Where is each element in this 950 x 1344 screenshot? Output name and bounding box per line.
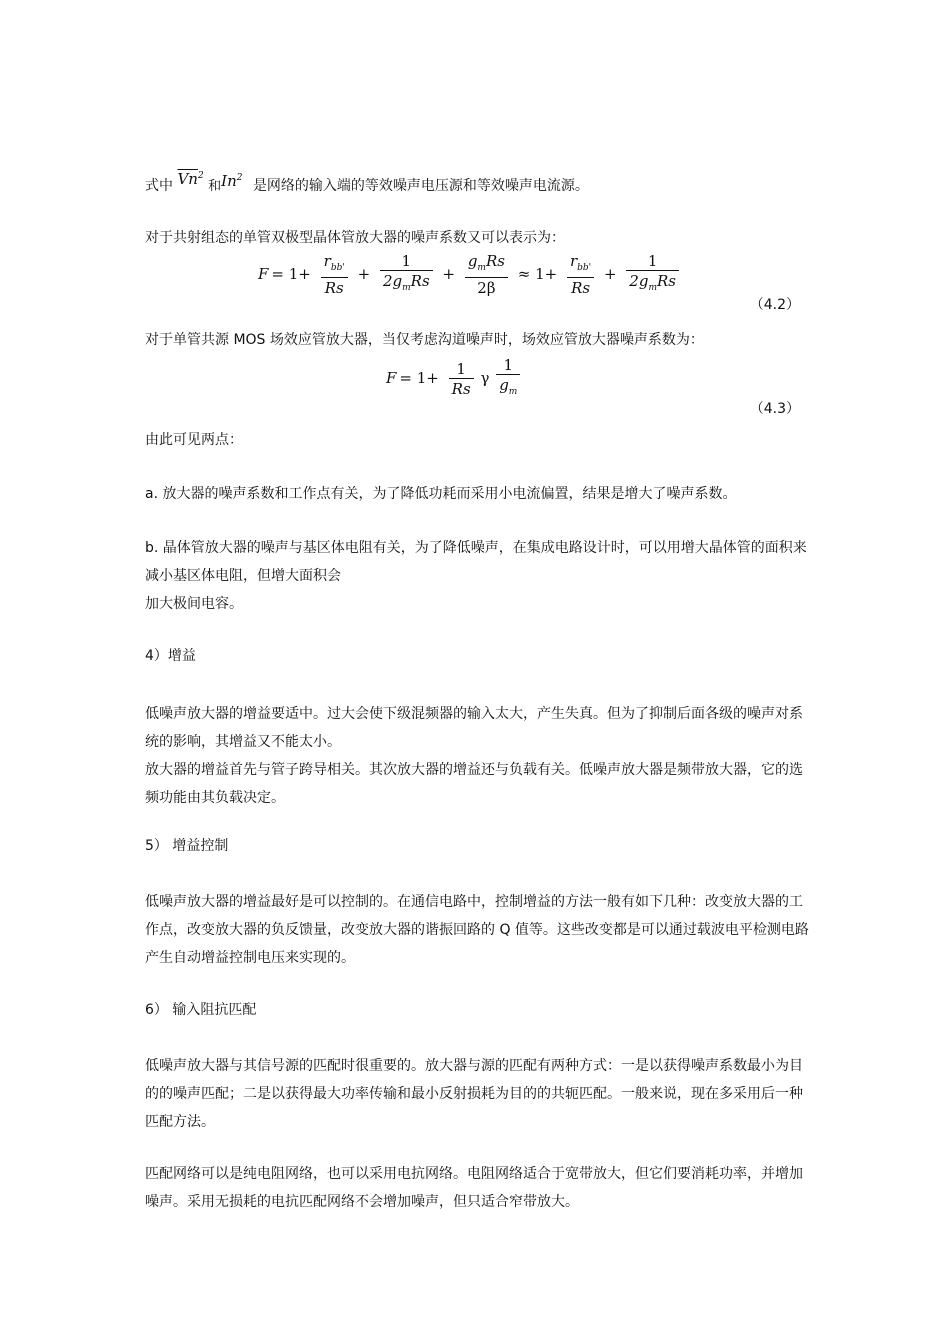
bjt-intro: 对于共射组态的单管双极型晶体管放大器的噪声系数又可以表示为： [145,230,565,246]
matching-paragraph-2: 匹配网络可以是纯电阻网络，也可以采用电抗网络。电阻网络适合于宽带放大，但它们要消耗功率，并增加噪声。采用无损耗的电抗匹配网络不会增加噪声，但只适合窄带放大。 [145,1166,803,1210]
intro-line [145,162,810,201]
gain-paragraph-2: 放大器的增益首先与管子跨导相关。其次放大器的增益还与负载有关。低噪声放大器是频带放大器，它的选频功能由其负载决定。 [145,762,803,806]
two-points-line: 由此可见两点： [145,432,243,448]
equation-4-3: F = 1+ $\frac{1}{Rs}$ γ $\frac{1}{g_m}$ [386,356,522,402]
equation-number-4-2: （4.2） [749,297,800,313]
point-a: a. 放大器的噪声系数和工作点有关，为了降低功耗而采用小电流偏置，结果是增大了噪声系数。 [145,486,737,502]
intro-text: 是网络的输入端的等效噪声电压源和等效噪声电流源。 [252,178,589,194]
in-squared-symbol: In$^2$ [221,172,243,190]
heading-gain-control: 5） 增益控制 [145,838,229,854]
point-b: b. 晶体管放大器的噪声与基区体电阻有关，为了降低噪声，在集成电路设计时，可以用增大晶体管的面积来减小基区体电阻，但增大面积会 [145,540,807,584]
point-b-continuation: 加大极间电容。 [145,596,243,612]
heading-gain: 4）增益 [145,648,196,664]
matching-paragraph-1: 低噪声放大器与其信号源的匹配时很重要的。放大器与源的匹配有两种方式：一是以获得噪声系数最小为目的的噪声匹配；二是以获得最大功率传输和最小反射损耗为目的的共轭匹配。一般来说，现在多采用后一种匹配方法。 [145,1058,803,1130]
intro-prefix: 式中 [145,178,173,194]
equation-4-2: F = 1+ $\frac{r_{bb'}}{Rs}$ + $\frac{1}{2g_mRs}$ + $\frac{g_mRs}{2\beta}$ ≈ 1+ $\frac{r_{bb'}}{Rs}$ + $\frac{1}{2g_mRs}$ [258,252,681,298]
gain-control-paragraph: 低噪声放大器的增益最好是可以控制的。在通信电路中，控制增益的方法一般有如下几种：改变放大器的工作点，改变放大器的负反馈量，改变放大器的谐振回路的 Q 值等。这些改变都是可以通过载波电平检测电路产生自动增益控制电压来实现的。 [145,894,809,966]
heading-impedance-matching: 6） 输入阻抗匹配 [145,1002,257,1018]
mos-intro: 对于单管共源 MOS 场效应管放大器，当仅考虑沟道噪声时，场效应管放大器噪声系数为： [145,332,704,348]
equation-number-4-3: （4.3） [749,401,800,417]
vn-squared-symbol: $\overline{Vn}^2$ [177,170,204,188]
intro-and: 和 [208,179,222,194]
gain-paragraph-1: 低噪声放大器的增益要适中。过大会使下级混频器的输入太大，产生失真。但为了抑制后面各级的噪声对系统的影响，其增益又不能太小。 [145,706,803,750]
